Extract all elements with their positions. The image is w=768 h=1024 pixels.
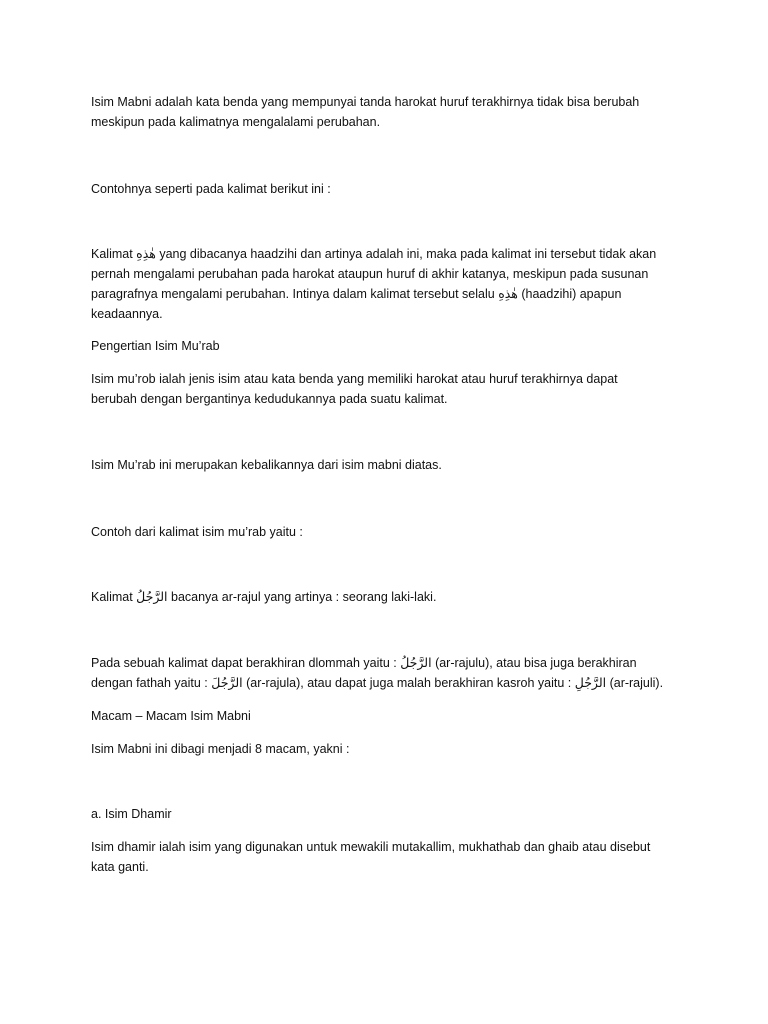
text-line: Isim dhamir ialah isim yang digunakan untuk mewakili mutakallim, mukhathab dan ghaib atau disebut	[91, 840, 651, 854]
text-line: Pengertian Isim Mu’rab	[91, 339, 220, 353]
paragraph-eight-types	[91, 739, 691, 759]
text-line: paragrafnya mengalami perubahan. Intinya dalam kalimat tersebut selalu هٰذِهِ (haadzihi) apapun	[91, 287, 622, 301]
paragraph-murab-example-intro	[91, 522, 691, 542]
heading-macam-isim-mabni	[91, 706, 691, 726]
text-line: Isim Mabni adalah kata benda yang mempunyai tanda harokat huruf terakhirnya tidak bisa berubah	[91, 95, 640, 109]
heading-pengertian-isim-murab	[91, 336, 691, 356]
text-line: pernah mengalami perubahan pada harokat ataupun huruf di akhir katanya, meskipun pada susunan	[91, 267, 649, 281]
paragraph-ar-rajul-endings	[91, 653, 691, 693]
text-line: berubah dengan bergantinya kedudukannya pada suatu kalimat.	[91, 392, 448, 406]
paragraph-isim-dhamir-definition	[91, 837, 691, 877]
text-line: Kalimat هٰذِهِ yang dibacanya haadzihi dan artinya adalah ini, maka pada kalimat ini tersebut tidak akan	[91, 247, 657, 261]
text-line: Isim mu’rob ialah jenis isim atau kata benda yang memiliki harokat atau huruf terakhirnya dapat	[91, 372, 618, 386]
paragraph-haadzihi-example	[91, 244, 691, 324]
text-line: keadaannya.	[91, 307, 163, 321]
text-line: Macam – Macam Isim Mabni	[91, 709, 251, 723]
paragraph-murab-opposite	[91, 455, 691, 475]
text-line: Contoh dari kalimat isim mu’rab yaitu :	[91, 525, 303, 539]
text-line: dengan fathah yaitu : الرَّجُلَ (ar-rajula), atau dapat juga malah berakhiran kasroh yaitu : الرَّجُلِ (ar-rajuli).	[91, 676, 664, 690]
text-line: Isim Mu’rab ini merupakan kebalikannya dari isim mabni diatas.	[91, 458, 442, 472]
text-line: a. Isim Dhamir	[91, 807, 172, 821]
paragraph-example-intro	[91, 179, 691, 199]
text-line: Contohnya seperti pada kalimat berikut ini :	[91, 182, 331, 196]
paragraph-isim-murob-definition	[91, 369, 691, 409]
paragraph-isim-mabni-definition	[91, 92, 691, 132]
text-line: kata ganti.	[91, 860, 149, 874]
text-line: Isim Mabni ini dibagi menjadi 8 macam, yakni :	[91, 742, 350, 756]
text-line: Pada sebuah kalimat dapat berakhiran dlommah yaitu : الرَّجُلُ (ar-rajulu), atau bisa juga berakhiran	[91, 656, 637, 670]
text-line: Kalimat الرَّجُلُ bacanya ar-rajul yang artinya : seorang laki-laki.	[91, 590, 437, 604]
text-line: meskipun pada kalimatnya mengalalami perubahan.	[91, 115, 381, 129]
paragraph-ar-rajul-example	[91, 587, 691, 607]
heading-isim-dhamir	[91, 804, 691, 824]
